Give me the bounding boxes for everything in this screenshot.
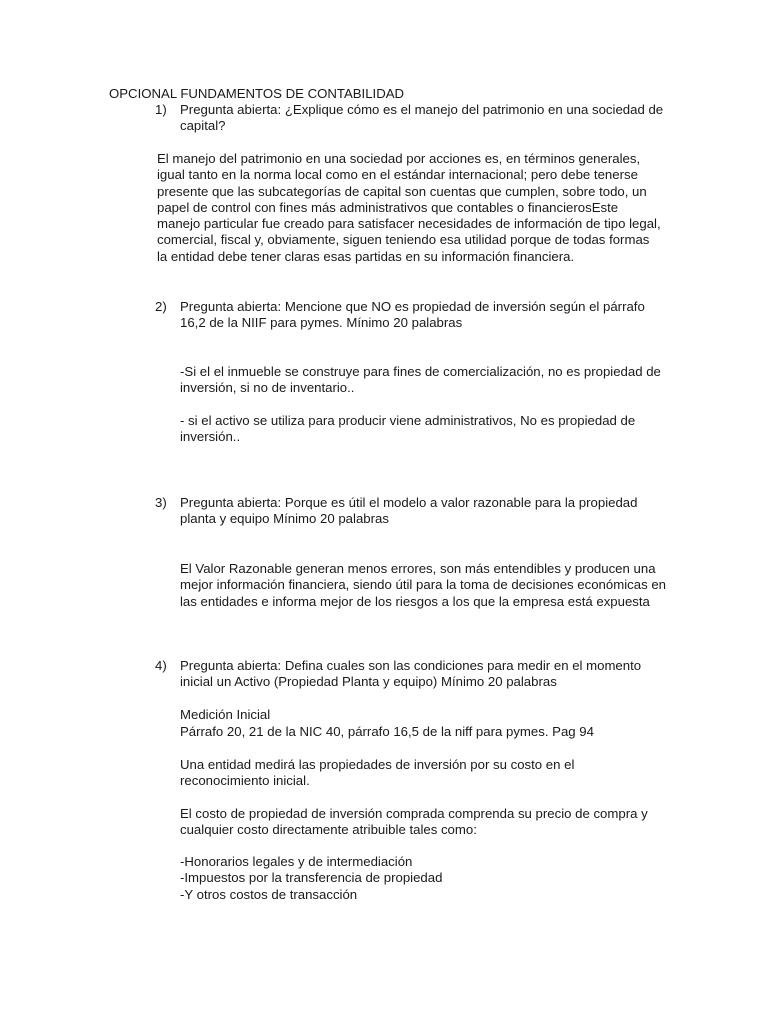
question-3-answer: El Valor Razonable generan menos errores, son más entendibles y producen una mejor información financiera, siendo útil para la toma de decisiones económicas en las entidades e informa mejor de los riesgos a los que la empresa está expuesta — [180, 561, 666, 609]
question-4-prompt: Pregunta abierta: Defina cuales son las condiciones para medir en el momento inicial un Activo (Propiedad Planta y equipo) Mínimo 20 palabras — [180, 658, 642, 690]
question-2-answer-item: - si el activo se utiliza para producir viene administrativos, No es propiedad de inversión.. — [180, 413, 636, 445]
question-3-prompt: Pregunta abierta: Porque es útil el modelo a valor razonable para la propiedad planta y equipo Mínimo 20 palabras — [180, 495, 638, 527]
cost-list — [180, 854, 670, 903]
section-reference: Párrafo 20, 21 de la NIC 40, párrafo 16,5 de la niff para pymes. Pag 94 — [180, 724, 594, 739]
section-title: Medición Inicial — [180, 707, 271, 722]
question-2-number: 2) — [155, 299, 167, 314]
question-2-prompt: Pregunta abierta: Mencione que NO es propiedad de inversión según el párrafo 16,2 de la NIIF para pymes. Mínimo 20 palabras — [180, 299, 645, 331]
list-item: -Impuestos por la transferencia de propiedad — [180, 870, 443, 886]
document-title: OPCIONAL FUNDAMENTOS DE CONTABILIDAD — [109, 86, 405, 101]
question-4-number: 4) — [155, 658, 167, 673]
question-1-number: 1) — [155, 102, 167, 117]
question-2-answer-item: -Si el el inmueble se construye para fines de comercialización, no es propiedad de inversión, si no de inventario.. — [180, 364, 661, 396]
list-item: -Y otros costos de transacción — [180, 886, 358, 902]
question-4-paragraph: El costo de propiedad de inversión comprada comprenda su precio de compra y cualquier costo directamente atribuible tales como: — [180, 806, 648, 838]
list-item: -Honorarios legales y de intermediación — [180, 854, 413, 869]
question-4-paragraph: Una entidad medirá las propiedades de inversión por su costo en el reconocimiento inicial. — [180, 757, 575, 789]
question-1-prompt: Pregunta abierta: ¿Explique cómo es el manejo del patrimonio en una sociedad de capital? — [180, 102, 664, 134]
question-3-number: 3) — [155, 495, 167, 510]
question-1-answer: El manejo del patrimonio en una sociedad por acciones es, en términos generales, igual tanto en la norma local como en el estándar internacional; pero debe tenerse presente que las subcategorías de capital son cuentas que cumplen, sobre todo, un papel de control con fines más administrativos que contables o financierosEste manejo particular fue creado para satisfacer necesidades de información de tipo legal, comercial, fiscal y, obviamente, siguen teniendo esa utilidad porque de todas formas la entidad debe tener claras esas partidas en su información financiera. — [157, 151, 661, 264]
